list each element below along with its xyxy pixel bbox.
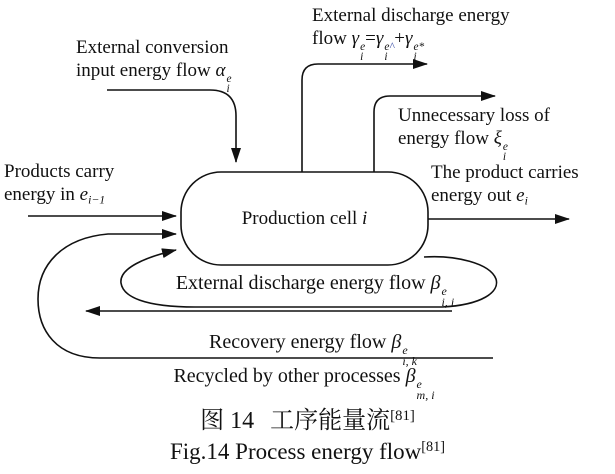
external-conversion-line1: External conversion — [76, 37, 229, 58]
external-conversion-line2: input energy flow α e i — [76, 60, 232, 96]
beta-symbol: β — [391, 331, 402, 353]
beta-mi-label: Recycled by other processes β e m, i — [173, 365, 435, 403]
alpha-input-arrow — [107, 90, 236, 162]
gamma-symbol: γ — [351, 28, 360, 49]
beta-ii-label: External discharge energy flow β e i, i — [175, 272, 455, 310]
beta-symbol: β — [430, 272, 441, 294]
xi-line2: energy flow ξ e i — [398, 128, 508, 164]
caption-en — [0, 433, 615, 466]
caption-zh-number: 图 14 — [200, 408, 255, 435]
caption-zh — [0, 401, 615, 436]
beta-ik-label: Recovery energy flow β e i, k — [209, 331, 417, 369]
cell-index-symbol: i — [362, 207, 368, 229]
unnecessary-loss-label — [398, 104, 550, 162]
products-in-line1: Products carry — [4, 161, 115, 182]
energy-out-symbol: e — [516, 185, 525, 206]
caption-en-text: Fig.14 Process energy flow — [169, 438, 422, 464]
xi-symbol: ξ — [493, 128, 502, 149]
external-discharge-gamma-label — [312, 4, 510, 62]
energy-in-symbol: e — [79, 184, 89, 205]
caption-zh-ref: [81] — [390, 408, 415, 424]
production-cell: Production cell i — [241, 207, 368, 229]
beta-symbol: β — [405, 365, 416, 387]
products-in-label — [4, 160, 114, 206]
xi-line1: Unnecessary loss of — [398, 105, 550, 126]
product-out-label — [431, 161, 579, 207]
gamma-symbol: γ — [404, 28, 413, 49]
product-out-line2: energy out $e_i$ — [431, 185, 528, 208]
caret-mark: ^ — [389, 40, 395, 53]
gamma-line1: External discharge energy — [312, 5, 510, 26]
external-conversion-label — [76, 36, 232, 94]
caption-en-ref: [81] — [421, 439, 446, 455]
gamma-symbol: γ — [375, 28, 384, 49]
caption-zh-title: 工序能量流 — [270, 408, 391, 435]
product-out-line1: The product carries — [431, 162, 579, 183]
alpha-symbol: α — [215, 60, 226, 81]
gamma-line2: flow γ e i =γ e^ i +γ e* i — [312, 28, 425, 64]
products-in-line2: energy in $e_{i-1}$ — [4, 184, 106, 207]
